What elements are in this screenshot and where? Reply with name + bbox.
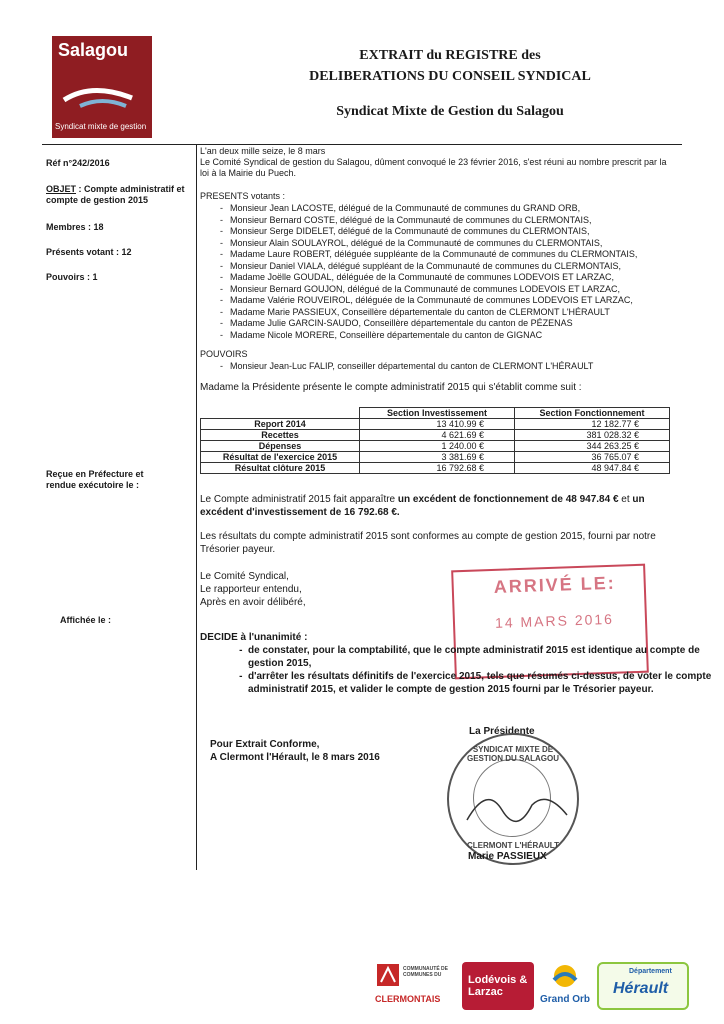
pouvoirs-title: POUVOIRS [200, 349, 248, 359]
decide-title: DECIDE à l'unanimité : [200, 632, 308, 643]
pouvoirs-count: Pouvoirs : 1 [46, 272, 98, 282]
cell-fonctionnement: 48 947.84 € [515, 463, 670, 474]
presidente-title: La Présidente [469, 726, 535, 737]
table-row [201, 452, 670, 463]
table-header-empty [201, 408, 360, 419]
column-divider [196, 145, 197, 870]
clermontais-name: CLERMONTAIS [375, 994, 441, 1004]
lodevois-logo [462, 962, 534, 1010]
stamp-arrive: ARRIVÉ LE: [493, 572, 617, 597]
cell-investissement: 4 621.69 € [360, 430, 515, 441]
presents-list-item: - Monsieur Bernard GOUJON, délégué de la Communauté de communes LODEVOIS ET LARZAC, [200, 284, 637, 296]
presents-list-item: - Madame Nicole MORERE, Conseillère départementale du canton de GIGNAC [200, 330, 637, 342]
table-header-investissement: Section Investissement [360, 408, 515, 419]
reference-number: Réf n°242/2016 [46, 158, 110, 168]
row-label: Report 2014 [201, 419, 360, 430]
grandorb-mark-icon [550, 962, 580, 990]
row-label: Dépenses [201, 441, 360, 452]
affichee-label: Affichée le : [60, 615, 112, 625]
decide-item: - de constater, pour la comptabilité, que le compte administratif 2015 est identique au compte de gestion 2015, [248, 644, 724, 670]
comite-line: Le rapporteur entendu, [200, 584, 302, 595]
lodevois-name: Lodévois & Larzac [468, 974, 528, 998]
presents-list-item: - Madame Marie PASSIEUX, Conseillère départementale du canton de CLERMONT L'HÉRAULT [200, 307, 637, 319]
header-line3: Syndicat Mixte de Gestion du Salagou [336, 104, 564, 119]
excedent-fonctionnement: un excédent de fonctionnement de 48 947.84 € [397, 494, 619, 505]
signature-icon [462, 780, 572, 835]
table-header-row [201, 408, 670, 419]
cell-fonctionnement: 381 028.32 € [515, 430, 670, 441]
cell-fonctionnement: 344 263.25 € [515, 441, 670, 452]
prefecture-label: Reçue en Préfecture et rendue exécutoire le : [46, 469, 144, 490]
decide-item: - d'arrêter les résultats définitifs de l'exercice 2015, tels que résumés ci-dessus, de voter le compte administratif 2015, et valider le compte de gestion 2015 fourni par le Trésorier payeur. [248, 670, 724, 696]
table-row [201, 430, 670, 441]
pouvoirs-list [200, 361, 593, 373]
cell-investissement: 13 410.99 € [360, 419, 515, 430]
presents-list-item: - Monsieur Daniel VIALA, délégué suppléant de la Communauté de communes du CLERMONTAIS, [200, 261, 637, 273]
intro-text: Le Comité Syndical de gestion du Salagou, dûment convoqué le 23 février 2016, s'est réuni au nombre prescrit par la loi à la Mairie du Puech. [200, 157, 667, 178]
objet-label: OBJET [46, 184, 77, 194]
table-row [201, 463, 670, 474]
presents-list-item: - Monsieur Alain SOULAYROL, délégué de la Communauté de communes du CLERMONTAIS, [200, 238, 637, 250]
comite-line: Après en avoir délibéré, [200, 597, 306, 608]
decide-list [200, 644, 724, 696]
presents-list-item: - Monsieur Jean LACOSTE, délégué de la Communauté de communes du GRAND ORB, [200, 203, 637, 215]
excedent-text [200, 493, 680, 519]
extrait-line1: Pour Extrait Conforme, [210, 739, 320, 750]
presents-count: Présents votant : 12 [46, 247, 132, 257]
presents-list-item: - Madame Valérie ROUVEIROL, déléguée de la Communauté de communes LODEVOIS ET LARZAC, [200, 295, 637, 307]
cell-fonctionnement: 36 765.07 € [515, 452, 670, 463]
stamp-date: 14 MARS 2016 [494, 610, 615, 631]
seal-place: CLERMONT L'HÉRAULT [467, 841, 559, 850]
row-label: Résultat clôture 2015 [201, 463, 360, 474]
excedent-investissement: un excédent d'investissement de 16 792.68 €. [200, 494, 645, 518]
presents-list-item: - Monsieur Serge DIDELET, délégué de la Communauté de communes du CLERMONTAIS, [200, 226, 637, 238]
comite-line: Le Comité Syndical, [200, 571, 289, 582]
table-row [201, 441, 670, 452]
presents-title: PRESENTS votants : [200, 191, 286, 201]
presents-list-item: - Madame Laure ROBERT, déléguée suppléante de la Communauté de communes du CLERMONTAIS, [200, 249, 637, 261]
cell-investissement: 3 381.69 € [360, 452, 515, 463]
header-divider [42, 144, 682, 145]
grandorb-name: Grand Orb [540, 994, 591, 1005]
clermontais-logo [375, 962, 455, 1010]
logo-tagline: Syndicat mixte de gestion [55, 122, 147, 131]
excedent-intro: Le Compte administratif 2015 fait apparaître [200, 494, 398, 505]
row-label: Résultat de l'exercice 2015 [201, 452, 360, 463]
extrait-line2: A Clermont l'Hérault, le 8 mars 2016 [210, 752, 380, 763]
membres-count: Membres : 18 [46, 222, 104, 232]
header-line1: EXTRAIT du REGISTRE des [359, 48, 541, 63]
herault-small: Département [629, 968, 672, 975]
row-label: Recettes [201, 430, 360, 441]
cell-fonctionnement: 12 182.77 € [515, 419, 670, 430]
conformes-text: Les résultats du compte administratif 2015 sont conformes au compte de gestion 2015, fourni par notre Trésorier payeur. [200, 531, 656, 555]
seal-text: SYNDICAT MIXTE DE GESTION DU SALAGOU [466, 745, 559, 763]
presents-list-item: - Madame Julie GARCIN-SAUDO, Conseillère départementale du canton de PÉZENAS [200, 318, 637, 330]
clermontais-mark-icon [375, 962, 401, 988]
logo-name: Salagou [58, 40, 129, 60]
herault-logo [597, 962, 689, 1010]
grandorb-logo [540, 962, 592, 1010]
table-row [201, 419, 670, 430]
objet-text: : Compte administratif et compte de gestion 2015 [46, 184, 185, 205]
presents-list-item: - Madame Joëlle GOUDAL, déléguée de la Communauté de communes LODEVOIS ET LARZAC, [200, 272, 637, 284]
header-line2: DELIBERATIONS DU CONSEIL SYNDICAL [309, 69, 591, 84]
presents-list [200, 203, 637, 341]
cell-investissement: 16 792.68 € [360, 463, 515, 474]
pouvoirs-list-item: - Monsieur Jean-Luc FALIP, conseiller départemental du canton de CLERMONT L'HÉRAULT [200, 361, 593, 373]
table-header-fonctionnement: Section Fonctionnement [515, 408, 670, 419]
objet [46, 184, 186, 206]
results-table [200, 407, 670, 474]
signatory-name: Marie PASSIEUX [468, 851, 547, 862]
presentation-text: Madame la Présidente présente le compte administratif 2015 qui s'établit comme suit : [200, 382, 582, 393]
lake-wave-icon [62, 76, 142, 116]
intro-date: L'an deux mille seize, le 8 mars [200, 146, 326, 156]
presents-list-item: - Monsieur Bernard COSTE, délégué de la Communauté de communes du CLERMONTAIS, [200, 215, 637, 227]
herault-name: Hérault [613, 980, 669, 997]
cell-investissement: 1 240.00 € [360, 441, 515, 452]
clermontais-small: COMMUNAUTÉ DE COMMUNES DU [403, 966, 448, 978]
salagou-logo [52, 36, 152, 138]
excedent-and: et [618, 494, 633, 505]
